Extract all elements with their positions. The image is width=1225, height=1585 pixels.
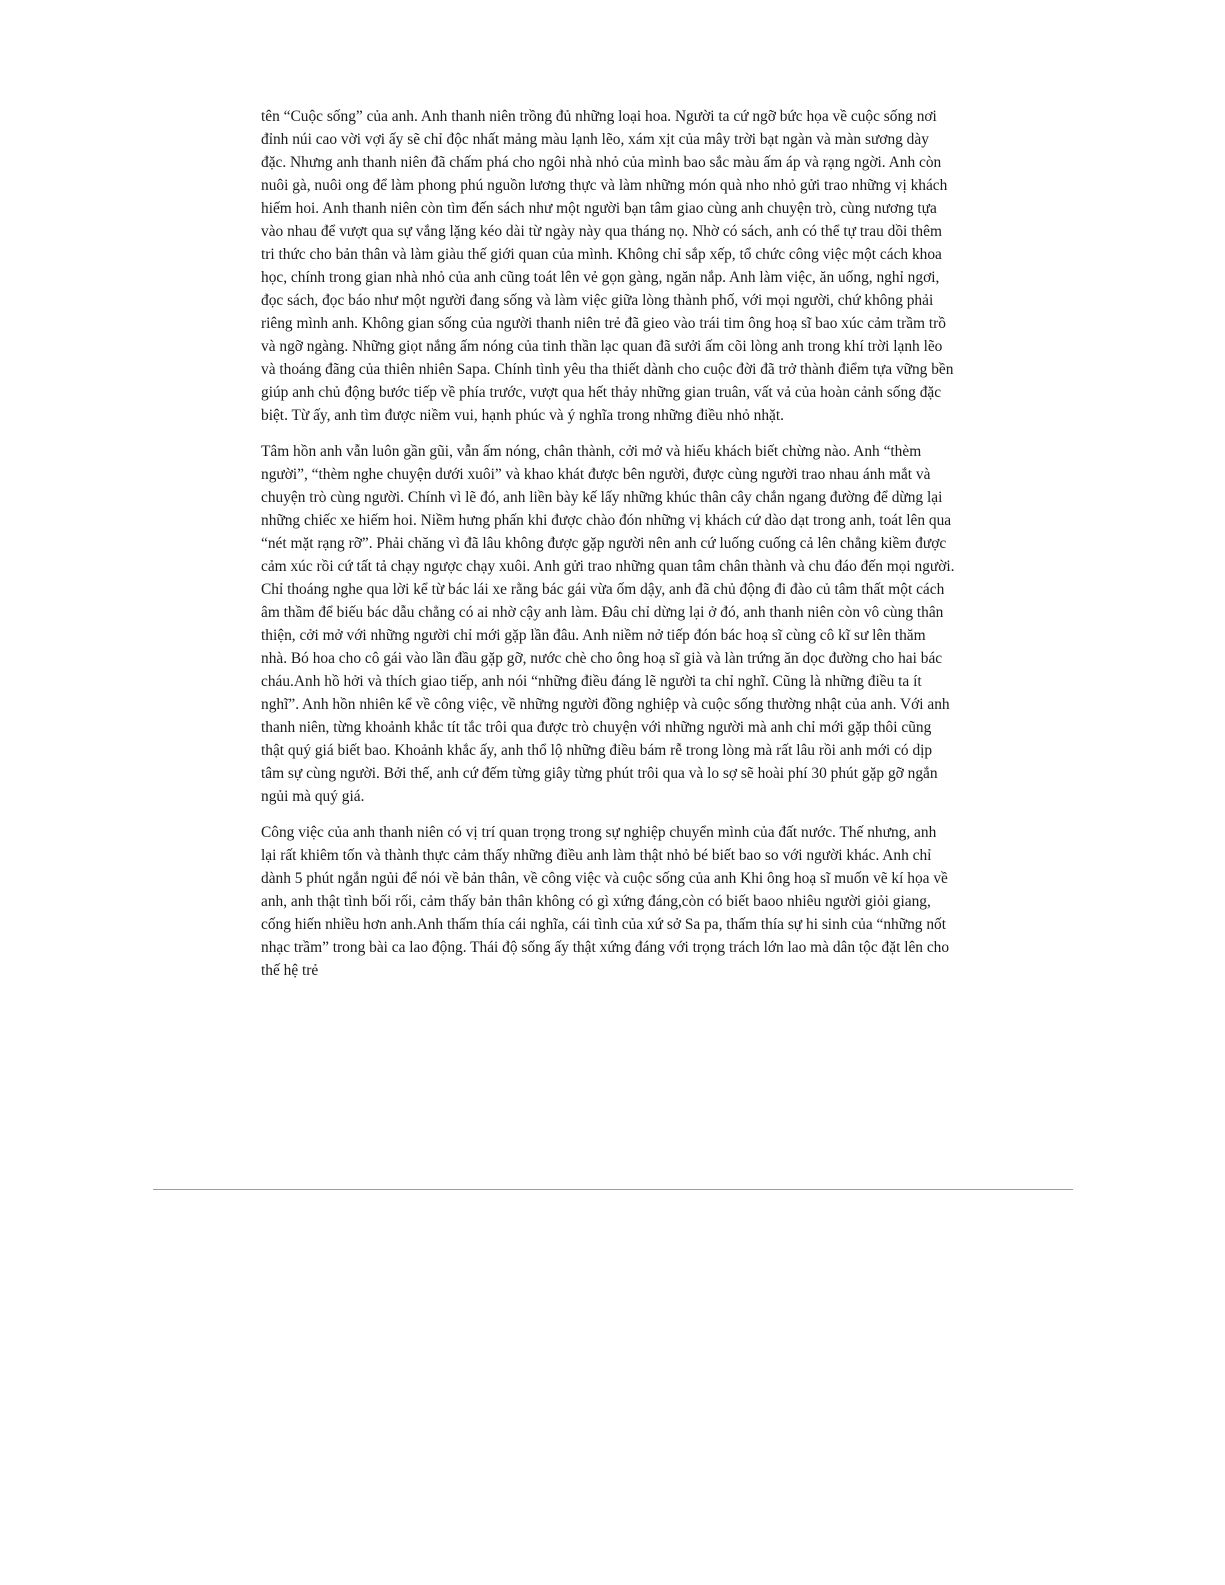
page-divider (153, 1189, 1073, 1190)
paragraph-2: Tâm hồn anh vẫn luôn gần gũi, vẫn ấm nóng, chân thành, cởi mở và hiếu khách biết chừng nào. Anh “thèm người”, “thèm nghe chuyện dưới xuôi” và khao khát được bên người, được cùng người trao nhau ánh mắt và chuyện trò cùng người. Chính vì lẽ đó, anh liền bày kế lấy những khúc thân cây chắn ngang đường để dừng lại những chiếc xe hiếm hoi. Niềm hưng phấn khi được chào đón những vị khách cứ dào dạt trong anh, toát lên qua “nét mặt rạng rỡ”. Phải chăng vì đã lâu không được gặp người nên anh cứ luống cuống cả lên chẳng kiềm được cảm xúc rồi cứ tất tả chạy ngược chạy xuôi. Anh gửi trao những quan tâm chân thành và chu đáo đến mọi người. Chỉ thoáng nghe qua lời kể từ bác lái xe rằng bác gái vừa ốm dậy, anh đã chủ động đi đào củ tâm thất một cách âm thầm để biếu bác dẫu chẳng có ai nhờ cậy anh làm. Đâu chỉ dừng lại ở đó, anh thanh niên còn vô cùng thân thiện, cởi mở với những người chỉ mới gặp lần đâu. Anh niềm nở tiếp đón bác hoạ sĩ cùng cô kĩ sư lên thăm nhà. Bó hoa cho cô gái vào lần đầu gặp gỡ, nước chè cho ông hoạ sĩ già và làn trứng ăn dọc đường cho hai bác cháu.Anh hồ hởi và thích giao tiếp, anh nói “những điều đáng lẽ người ta chỉ nghĩ. Cũng là những điều ta ít nghĩ”. Anh hồn nhiên kể về công việc, về những người đồng nghiệp và cuộc sống thường nhật của anh. Với anh thanh niên, từng khoảnh khắc tít tắc trôi qua được trò chuyện với những người mà anh chỉ mới gặp thôi cũng thật quý giá biết bao. Khoảnh khắc ấy, anh thổ lộ những điều bám rễ trong lòng mà rất lâu rồi anh mới có dịp tâm sự cùng người. Bởi thế, anh cứ đếm từng giây từng phút trôi qua và lo sợ sẽ hoài phí 30 phút gặp gỡ ngắn ngủi mà quý giá. (261, 443, 955, 805)
paragraph-1: tên “Cuộc sống” của anh. Anh thanh niên trồng đủ những loại hoa. Người ta cứ ngỡ bức họa về cuộc sống nơi đỉnh núi cao vời vợi ấy sẽ chỉ độc nhất mảng màu lạnh lẽo, xám xịt của mây trời bạt ngàn và màn sương dày đặc. Nhưng anh thanh niên đã chấm phá cho ngôi nhà nhỏ của mình bao sắc màu ấm áp và rạng ngời. Anh còn nuôi gà, nuôi ong để làm phong phú nguồn lương thực và làm những món quà nho nhỏ gửi trao những vị khách hiếm hoi. Anh thanh niên còn tìm đến sách như một người bạn tâm giao cùng anh chuyện trò, cùng nương tựa vào nhau để vượt qua sự vắng lặng kéo dài từ ngày này qua tháng nọ. Nhờ có sách, anh có thể tự trau dồi thêm tri thức cho bản thân và làm giàu thế giới quan của mình. Không chỉ sắp xếp, tổ chức công việc một cách khoa học, chính trong gian nhà nhỏ của anh cũng toát lên vẻ gọn gàng, ngăn nắp. Anh làm việc, ăn uống, nghỉ ngơi, đọc sách, đọc báo như một người đang sống và làm việc giữa lòng thành phố, với mọi người, chứ không phải riêng mình anh. Không gian sống của người thanh niên trẻ đã gieo vào trái tim ông hoạ sĩ bao xúc cảm trầm trồ và ngỡ ngàng. Những giọt nắng ấm nóng của tinh thần lạc quan đã sưởi ấm cõi lòng anh trong khí trời lạnh lẽo và thoáng đãng của thiên nhiên Sapa. Chính tình yêu tha thiết dành cho cuộc đời đã trở thành điểm tựa vững bền giúp anh chủ động bước tiếp về phía trước, vượt qua hết thảy những gian truân, vất vả của hoàn cảnh sống đặc biệt. Từ ấy, anh tìm được niềm vui, hạnh phúc và ý nghĩa trong những điều nhỏ nhặt. (261, 108, 954, 424)
document-body (261, 105, 955, 995)
paragraph-3: Công việc của anh thanh niên có vị trí quan trọng trong sự nghiệp chuyển mình của đất nước. Thế nhưng, anh lại rất khiêm tốn và thành thực cảm thấy những điều anh làm thật nhỏ bé biết bao so với người khác. Anh chỉ dành 5 phút ngắn ngủi để nói về bản thân, về công việc và cuộc sống của anh Khi ông hoạ sĩ muốn vẽ kí họa về anh, anh thật tình bối rối, cảm thấy bản thân không có gì xứng đáng,còn có biết baoo nhiêu người giỏi giang, cống hiến nhiều hơn anh.Anh thấm thía cái nghĩa, cái tình của xứ sở Sa pa, thấm thía sự hi sinh của “những nốt nhạc trầm” trong bài ca lao động. Thái độ sống ấy thật xứng đáng với trọng trách lớn lao mà dân tộc đặt lên cho thế hệ trẻ (261, 824, 950, 979)
